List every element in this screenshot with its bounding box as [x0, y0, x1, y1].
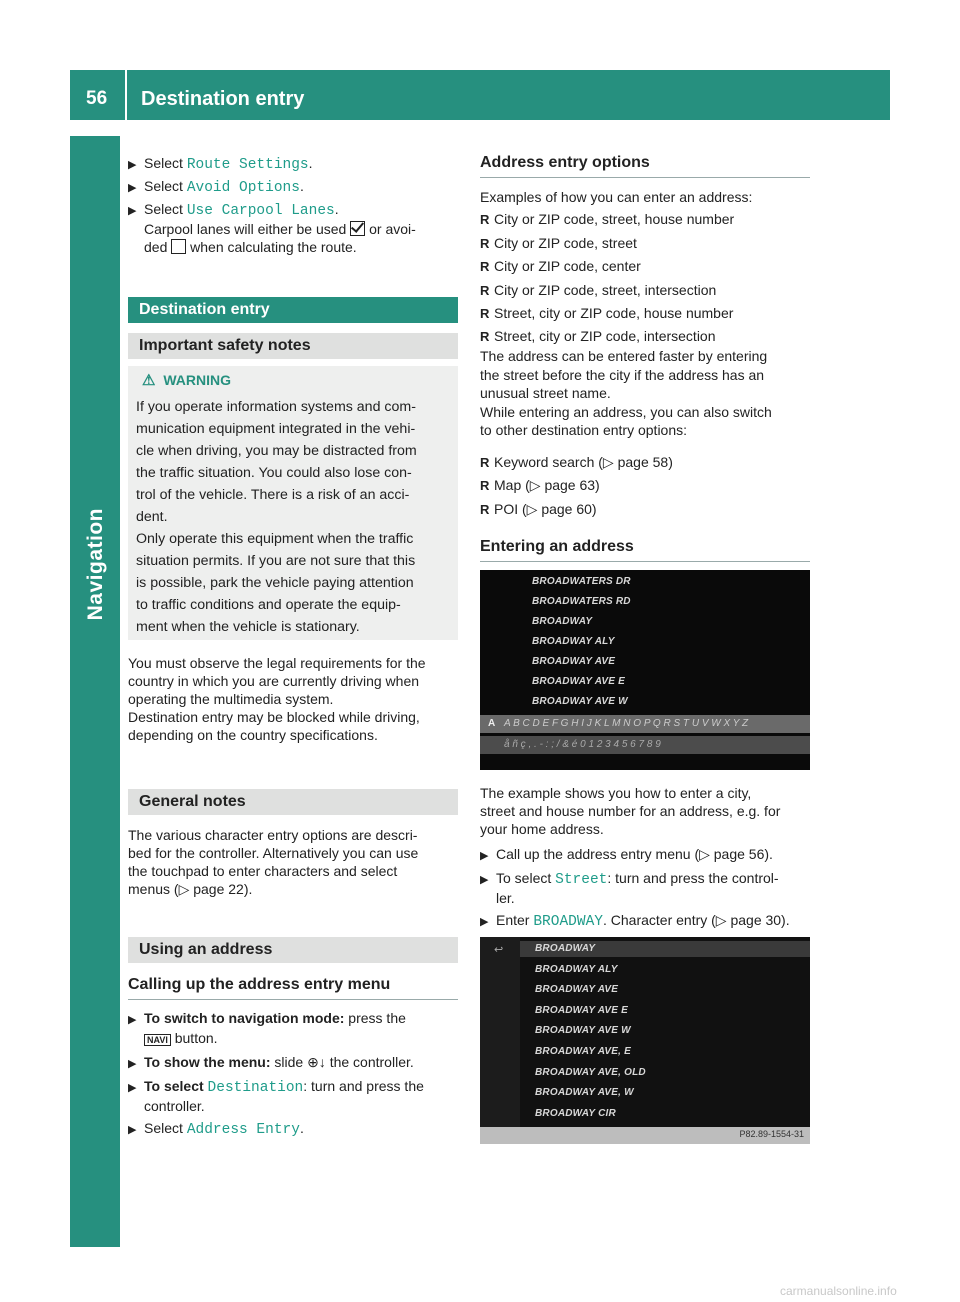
list-item: R Keyword search (▷ page 58) [480, 451, 812, 474]
text-line: is possible, park the vehicle paying attention [136, 575, 414, 591]
text-line: Only operate this equipment when the traffic [136, 531, 414, 547]
text-line: the traffic situation. You could also lose con- [136, 465, 412, 481]
bullet-icon: R [480, 478, 490, 494]
text-line: The address can be entered faster by entering [480, 348, 768, 364]
text-line: You must observe the legal requirements for the [128, 655, 426, 671]
results-sidebar [480, 937, 520, 1127]
heading-rule [480, 561, 810, 562]
result-list-item[interactable]: BROADWAY CIR [535, 1107, 616, 1119]
step-arrow-icon: ▶ [480, 850, 489, 862]
page-title: Destination entry [141, 88, 305, 110]
list-item: R Map (▷ page 63) [480, 474, 812, 497]
screen-address-entry [480, 570, 810, 770]
options-list [480, 451, 812, 521]
text-line: While entering an address, you can also switch [480, 403, 772, 420]
bullet-icon: R [480, 306, 490, 322]
step-arrow-icon: ▶ [128, 1014, 137, 1026]
result-list-item[interactable]: BROADWAY [535, 943, 596, 954]
step-select-street: ▶ To select Street: turn and press the control- [480, 870, 779, 888]
navi-key-icon: NAVI [144, 1034, 171, 1046]
step-arrow-icon: ▶ [128, 1124, 137, 1136]
step-arrow-icon: ▶ [128, 205, 137, 217]
top-steps [128, 154, 416, 256]
step-select-destination: ▶ To select Destination: turn and press the [128, 1078, 424, 1096]
result-list-item[interactable]: BROADWAY AVE E [535, 1004, 628, 1016]
street-list-item[interactable]: BROADWAY AVE [532, 656, 616, 667]
calling-heading: Calling up the address entry menu [128, 976, 391, 993]
step-avoid-options: ▶ Select Avoid Options. [128, 178, 304, 196]
step-arrow-icon: ▶ [128, 159, 137, 171]
step-navigation-mode: ▶ To switch to navigation mode: press the [128, 1009, 460, 1029]
section-bar-safety-notes: Important safety notes [128, 333, 458, 359]
text-line: If you operate information systems and com- [136, 399, 416, 415]
example-text [480, 784, 812, 838]
page-number: 56 [86, 88, 108, 109]
text-line: unusual street name. [480, 385, 611, 401]
step-arrow-icon: ▶ [128, 1058, 137, 1070]
step-show-menu: ▶ To show the menu: slide ⊕↓ the controller. [128, 1053, 460, 1073]
street-list-item[interactable]: BROADWAY ALY [532, 636, 615, 647]
back-icon: ↩ [494, 944, 504, 956]
list-item: R City or ZIP code, street, intersection [480, 279, 812, 302]
step-arrow-icon: ▶ [480, 874, 489, 886]
section-bar-destination-entry: Destination entry [128, 297, 458, 323]
bullet-icon: R [480, 501, 490, 517]
bullet-icon: R [480, 329, 490, 345]
entering-heading: Entering an address [480, 538, 634, 555]
special-keyboard-row: å ñ ç , . - : ; / & é 0 1 2 3 4 5 6 7 8 9 [480, 736, 810, 754]
general-text [128, 826, 460, 898]
street-list-item[interactable]: BROADWAY AVE E [532, 676, 625, 687]
bullet-icon: R [480, 212, 490, 228]
text-line: munication equipment integrated in the vehi- [136, 421, 416, 437]
list-item: R City or ZIP code, street [480, 232, 812, 255]
text-line: to traffic conditions and operate the equip- [136, 597, 401, 613]
text-line: trol of the vehicle. There is a risk of an acci- [136, 487, 410, 503]
checkbox-unchecked-icon [171, 239, 186, 254]
bullet-icon: R [480, 455, 490, 470]
warning-header: ⚠ WARNING [142, 372, 232, 389]
list-item: R Street, city or ZIP code, intersection [480, 325, 812, 348]
text-line: to other destination entry options: [480, 422, 688, 438]
section-bar-general-notes: General notes [128, 789, 458, 815]
text-line: the street before the city if the address has an [480, 366, 765, 383]
side-tab-label: Navigation [84, 508, 107, 621]
text-line: dent. [136, 509, 168, 525]
text-line: The various character entry options are descri- [128, 827, 418, 843]
warning-text [136, 396, 458, 638]
header-divider [125, 70, 127, 120]
street-list-item[interactable]: BROADWATERS DR [532, 576, 631, 587]
street-list-item[interactable]: BROADWATERS RD [532, 596, 631, 607]
address-steps: ▶ Call up the address entry menu (▷ page 56). ▶ To select Street: turn and press the control- ler. ▶ Enter BROADWAY. Character entry (▷ page 30). [480, 845, 820, 931]
letter-keyboard-row: A A B C D E F G H I J K L M N O P Q R S T U V W X Y Z [480, 715, 810, 733]
text-line: street and house number for an address, e.g. for [480, 803, 781, 819]
list-item: R City or ZIP code, street, house number [480, 208, 812, 231]
checkbox-checked-icon [350, 221, 365, 236]
bullet-icon: R [480, 259, 490, 275]
warning-box [128, 366, 458, 640]
carpool-note: Carpool lanes will either be used or avoi- ded when calculating the route. [144, 221, 416, 255]
text-line: the touchpad to enter characters and select [128, 863, 398, 879]
result-list-item[interactable]: BROADWAY AVE W [535, 1025, 631, 1037]
text-line: depending on the country specifications. [128, 727, 378, 743]
step-address-entry: ▶ Select Address Entry. [128, 1120, 304, 1138]
step-arrow-icon: ▶ [128, 1082, 137, 1094]
text-line: menus (▷ page 22). [128, 881, 253, 897]
street-list-item[interactable]: BROADWAY AVE W [532, 696, 628, 707]
screen-caption-bar: P82.89-1554-31 [480, 1127, 810, 1144]
footer-watermark: carmanualsonline.info [780, 1284, 897, 1298]
step-call-menu: ▶ Call up the address entry menu (▷ page 56). [480, 845, 820, 865]
heading-rule [480, 177, 810, 178]
text-line: your home address. [480, 821, 604, 837]
text-line: bed for the controller. Alternatively you can use [128, 845, 419, 861]
nav-steps: ▶ To switch to navigation mode: press the NAVI button. ▶ To show the menu: slide ⊕↓ the controller. ▶ To select Destination: turn and press the controller. ▶ Select Address Entry. [128, 1009, 460, 1139]
bullet-icon: R [480, 282, 490, 298]
step-enter-broadway: ▶ Enter BROADWAY. Character entry (▷ page 30). [480, 912, 790, 930]
list-item: R POI (▷ page 60) [480, 498, 812, 521]
warning-triangle-icon: ⚠ [142, 372, 156, 389]
list-item: R Street, city or ZIP code, house number [480, 302, 812, 325]
text-line: country in which you are currently driving when [128, 673, 420, 689]
options-heading: Address entry options [480, 154, 650, 171]
result-list-item[interactable]: BROADWAY ALY [535, 963, 618, 975]
text-line: The example shows you how to enter a city, [480, 785, 752, 801]
faster-text [480, 347, 812, 440]
bullet-icon: R [480, 235, 490, 251]
examples-block: Examples of how you can enter an address: R City or ZIP code, street, house number R City or ZIP code, street R City or ZIP code, center R City or ZIP code, street, intersection R Street, city or ZIP code, house number R Street, city or ZIP code, intersection [480, 186, 812, 349]
text-line: Destination entry may be blocked while driving, [128, 709, 420, 725]
legal-text [128, 654, 460, 744]
text-line: ment when the vehicle is stationary. [136, 619, 360, 635]
step-arrow-icon: ▶ [480, 916, 489, 928]
side-tab [70, 136, 120, 1247]
list-item: R City or ZIP code, center [480, 255, 812, 278]
step-arrow-icon: ▶ [128, 182, 137, 194]
text-line: operating the multimedia system. [128, 691, 334, 707]
result-list-item[interactable]: BROADWAY AVE, W [535, 1087, 634, 1099]
result-list-item[interactable]: BROADWAY AVE, E [535, 1046, 631, 1057]
step-route-settings: ▶ Select Route Settings. [128, 155, 313, 173]
text-line: cle when driving, you may be distracted from [136, 443, 417, 459]
result-list-item[interactable]: BROADWAY AVE [535, 984, 619, 996]
section-bar-using-address: Using an address [128, 937, 458, 963]
screen-broadway-results [480, 937, 810, 1144]
street-list-item[interactable]: BROADWAY [532, 616, 593, 627]
examples-list [480, 208, 812, 348]
step-use-carpool-lanes: ▶ Select Use Carpool Lanes. [128, 201, 339, 219]
result-list-item[interactable]: BROADWAY AVE, OLD [535, 1066, 646, 1078]
text-line: situation permits. If you are not sure that this [136, 553, 416, 569]
heading-rule [128, 999, 458, 1000]
